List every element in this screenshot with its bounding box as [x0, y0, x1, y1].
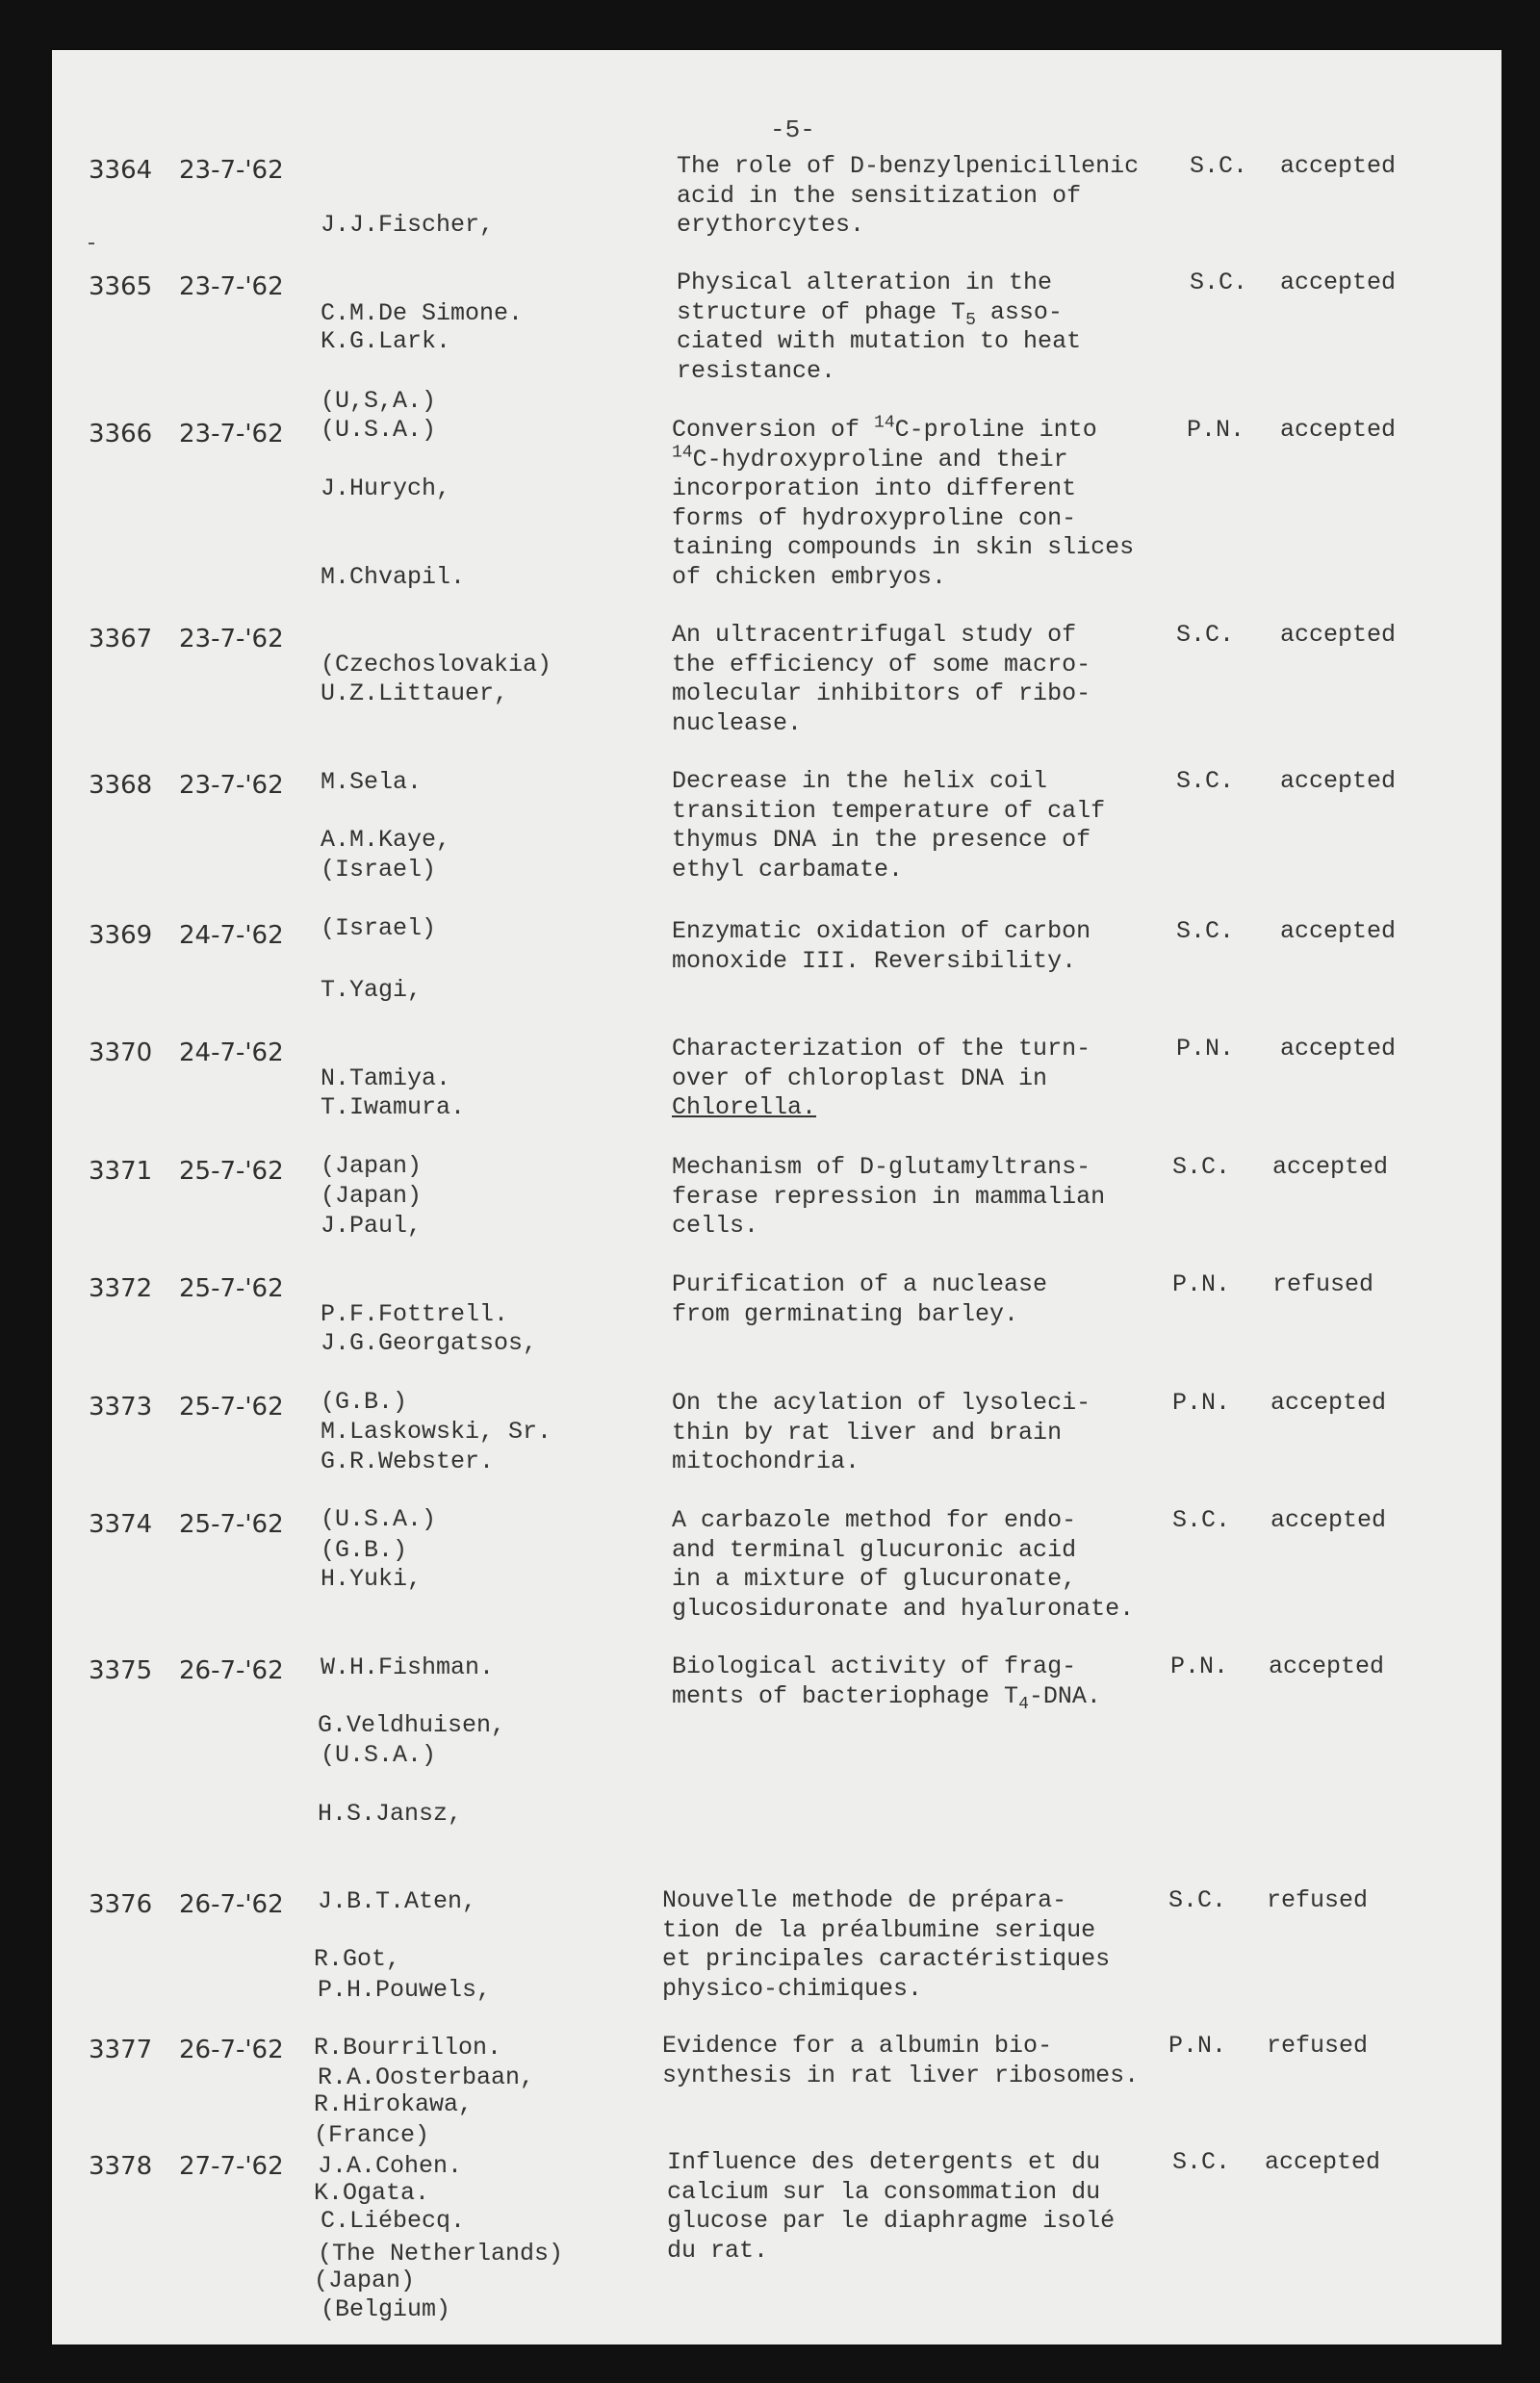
entry-number: 3372 — [89, 1274, 153, 1303]
entry-number: 3364 — [89, 156, 153, 185]
entry-title: On the acylation of lysoleci- thin by rat liver and brain mitochondria. — [672, 1389, 1091, 1475]
entry-authors: R.Hirokawa, K.Ogata. (Japan) — [314, 2090, 474, 2294]
entry-date: 25-7-'62 — [179, 1274, 284, 1303]
entry-title: Mechanism of D-glutamyltrans- ferase repression in mammalian cells. — [672, 1153, 1106, 1240]
entry-kind: P.N. — [1172, 1389, 1231, 1417]
entry-kind: S.C. — [1190, 152, 1248, 180]
entry-date: 27-7-'62 — [179, 2152, 284, 2181]
entry-status: accepted — [1269, 1653, 1385, 1680]
entry-number: 3375 — [89, 1656, 153, 1685]
entry-kind: S.C. — [1190, 269, 1248, 296]
entry-status: accepted — [1272, 1153, 1389, 1181]
entry-number: 3378 — [89, 2152, 153, 2181]
entry-number: 3377 — [89, 2036, 153, 2064]
entry-title: An ultracentrifugal study of the efficiency of some macro- molecular inhibitors of ribo- nuclease. — [672, 621, 1091, 737]
entry-status: accepted — [1280, 917, 1397, 945]
entry-kind: S.C. — [1176, 917, 1235, 945]
entry-title: Nouvelle methode de prépara- tion de la préalbumine serique et principales caractéristiques physico-chimiques. — [662, 1886, 1111, 2003]
entry-number: 3369 — [89, 921, 153, 950]
entry-kind: S.C. — [1172, 1506, 1231, 1534]
entry-title: A carbazole method for endo- and terminal glucuronic acid in a mixture of glucuronate, glucosiduronate and hyaluronate. — [672, 1506, 1135, 1623]
entry-date: 26-7-'62 — [179, 1656, 284, 1685]
entry-authors: T.Iwamura. (Japan) — [321, 1093, 466, 1210]
entry-number: 3371 — [89, 1157, 153, 1186]
entry-authors: H.Yuki, W.H.Fishman. (U.S.A.) — [321, 1565, 495, 1769]
entry-kind: P.N. — [1176, 1035, 1235, 1063]
entry-status: accepted — [1280, 416, 1397, 444]
entry-status: accepted — [1280, 269, 1397, 296]
entry-date: 25-7-'62 — [179, 1393, 284, 1422]
entry-number: 3376 — [89, 1890, 153, 1919]
entry-authors: J.Paul, P.F.Fottrell. (G.B.) — [321, 1212, 509, 1416]
entry-date: 23-7-'62 — [179, 272, 284, 301]
entry-authors: J.G.Georgatsos, M.Laskowski, Sr. (U.S.A.) — [321, 1329, 552, 1533]
entry-date: 24-7-'62 — [179, 921, 284, 950]
entry-date: 23-7-'62 — [179, 420, 284, 448]
entry-kind: S.C. — [1172, 2148, 1231, 2176]
entry-authors: K.G.Lark. (U.S.A.) — [321, 327, 451, 444]
entry-kind: P.N. — [1168, 2032, 1227, 2060]
entry-status: refused — [1267, 2032, 1369, 2060]
entry-date: 23-7-'62 — [179, 771, 284, 800]
entry-title: Purification of a nuclease from germinating barley. — [672, 1270, 1048, 1328]
entry-status: accepted — [1280, 767, 1397, 795]
entry-number: 3367 — [89, 625, 153, 653]
entry-date: 23-7-'62 — [179, 625, 284, 653]
entry-title: Evidence for a albumin bio- synthesis in rat liver ribosomes. — [662, 2032, 1140, 2089]
entry-kind: P.N. — [1187, 416, 1245, 444]
entry-authors: U.Z.Littauer, M.Sela. (Israel) — [321, 679, 509, 884]
entry-date: 25-7-'62 — [179, 1510, 284, 1539]
entry-title: Physical alteration in the structure of phage $T_5$ asso- ciated with mutation to heat resistance. — [677, 269, 1082, 385]
entry-number: 3368 — [89, 771, 153, 800]
entry-status: accepted — [1280, 152, 1397, 180]
entry-authors: G.Veldhuisen, H.S.Jansz, J.B.T.Aten, P.H.Pouwels, R.A.Oosterbaan, J.A.Cohen. (The Netherlands) — [318, 1711, 564, 2268]
entry-status: refused — [1272, 1270, 1374, 1298]
entry-title: Characterization of the turn- over of chloroplast DNA in Chlorella. — [672, 1035, 1091, 1121]
entry-title: Conversion of $^{14}$C-proline into $^{14}$C-hydroxyproline and their incorporation into different forms of hydroxyproline con- taining compounds in skin slices of chicken embryos. — [672, 413, 1135, 591]
entry-authors: A.M.Kaye, (Israel) — [321, 826, 451, 942]
entry-status: accepted — [1265, 2148, 1381, 2176]
entry-status: accepted — [1280, 621, 1397, 649]
entry-title: The role of D-benzylpenicillenic acid in the sensitization of erythorcytes. — [677, 152, 1140, 239]
entry-kind: P.N. — [1172, 1270, 1231, 1298]
entry-authors: J.Hurych, M.Chvapil. (Czechoslovakia) — [321, 474, 552, 679]
entry-status: accepted — [1270, 1506, 1387, 1534]
entry-title: Biological activity of frag- ments of bacteriophage $T_4$-DNA. — [672, 1653, 1101, 1714]
entry-kind: S.C. — [1176, 767, 1235, 795]
entry-authors: J.J.Fischer, C.M.De Simone. (U,S,A.) — [321, 211, 524, 415]
entry-authors: G.R.Webster. (G.B.) — [321, 1448, 495, 1564]
entry-title: Influence des detergents et du calcium sur la consommation du glucose par le diaphragme isolé du rat. — [667, 2148, 1116, 2265]
entry-authors: T.Yagi, N.Tamiya. (Japan) — [321, 976, 451, 1180]
entry-number: 3366 — [89, 420, 153, 448]
entry-status: accepted — [1270, 1389, 1387, 1417]
entry-kind: P.N. — [1170, 1653, 1229, 1680]
page-number: -5- — [770, 115, 815, 144]
entry-date: 24-7-'62 — [179, 1038, 284, 1067]
entry-kind: S.C. — [1168, 1886, 1227, 1914]
entry-authors: R.Got, R.Bourrillon. (France) — [314, 1945, 502, 2149]
entry-title: Enzymatic oxidation of carbon monoxide III. Reversibility. — [672, 917, 1091, 975]
entry-number: 3373 — [89, 1393, 153, 1422]
entry-date: 25-7-'62 — [179, 1157, 284, 1186]
entry-kind: S.C. — [1176, 621, 1235, 649]
entry-title: Decrease in the helix coil transition temperature of calf thymus DNA in the presence of ethyl carbamate. — [672, 767, 1106, 884]
entry-status: refused — [1267, 1886, 1369, 1914]
entry-date: 26-7-'62 — [179, 1890, 284, 1919]
entry-number: 3374 — [89, 1510, 153, 1539]
entry-date: 23-7-'62 — [179, 156, 284, 185]
entry-date: 26-7-'62 — [179, 2036, 284, 2064]
entry-kind: S.C. — [1172, 1153, 1231, 1181]
entry-authors: C.Liébecq. (Belgium) — [321, 2207, 466, 2323]
entry-number: 3370 — [89, 1038, 153, 1067]
entry-status: accepted — [1280, 1035, 1397, 1063]
entry-number: 3365 — [89, 272, 153, 301]
margin-mark — [89, 243, 94, 244]
